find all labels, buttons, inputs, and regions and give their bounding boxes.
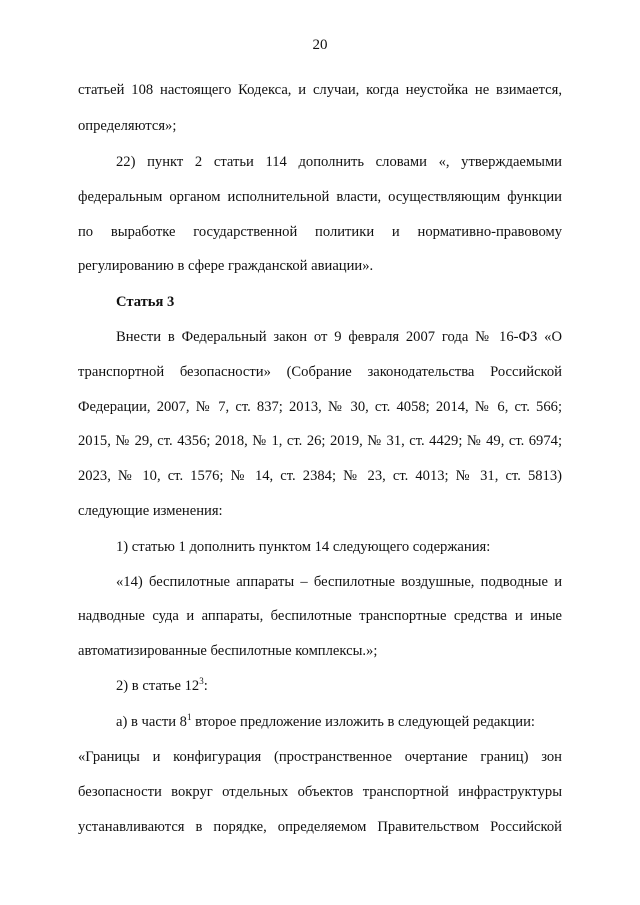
text-line: Федерации, 2007, № 7, ст. 837; 2013, № 30, ст. 4058; 2014, № 6, ст. 566; <box>78 399 562 415</box>
text-line: «Границы и конфигурация (пространственное очертание границ) зон <box>78 749 562 765</box>
text-line: федеральным органом исполнительной власти, осуществляющим функции <box>78 189 562 205</box>
text-segment: второе предложение изложить в следующей редакции: <box>191 714 535 730</box>
superscript: 3 <box>199 676 204 687</box>
text-segment: а) в части 8 <box>116 714 187 730</box>
text-line: устанавливаются в порядке, определяемом Правительством Российской <box>78 819 562 835</box>
superscript: 1 <box>186 712 192 723</box>
page-number: 20 <box>312 37 328 53</box>
text-line: следующие изменения: <box>78 503 223 519</box>
text-segment: 2) в статье 12 <box>116 678 200 694</box>
text-line: автоматизированные беспилотные комплексы.»; <box>78 643 378 659</box>
text-line: 2023, № 10, ст. 1576; № 14, ст. 2384; № 23, ст. 4013; № 31, ст. 5813) <box>78 468 562 484</box>
text-line: надводные суда и аппараты, беспилотные транспортные средства и иные <box>78 608 562 624</box>
text-line: 2015, № 29, ст. 4356; 2018, № 1, ст. 26; 2019, № 31, ст. 4429; № 49, ст. 6974; <box>78 433 562 449</box>
text-line: Внести в Федеральный закон от 9 февраля 2007 года № 16-ФЗ «О <box>116 329 562 345</box>
text-line: 22) пункт 2 статьи 114 дополнить словами «, утверждаемыми <box>116 154 562 170</box>
article-heading: Статья 3 <box>116 294 175 310</box>
text-line: по выработке государственной политики и нормативно-правовому <box>78 224 562 240</box>
text-line: определяются»; <box>78 118 177 134</box>
text-line: регулированию в сфере гражданской авиации». <box>78 258 374 274</box>
text-line <box>116 676 562 696</box>
text-line: 1) статью 1 дополнить пунктом 14 следующего содержания: <box>116 539 491 555</box>
text-segment: : <box>203 678 208 694</box>
text-line: «14) беспилотные аппараты – беспилотные воздушные, подводные и <box>116 574 562 590</box>
text-line: транспортной безопасности» (Собрание законодательства Российской <box>78 364 562 380</box>
text-line <box>116 712 562 732</box>
text-line: безопасности вокруг отдельных объектов транспортной инфраструктуры <box>78 784 562 800</box>
text-line: статьей 108 настоящего Кодекса, и случаи, когда неустойка не взимается, <box>78 82 562 98</box>
